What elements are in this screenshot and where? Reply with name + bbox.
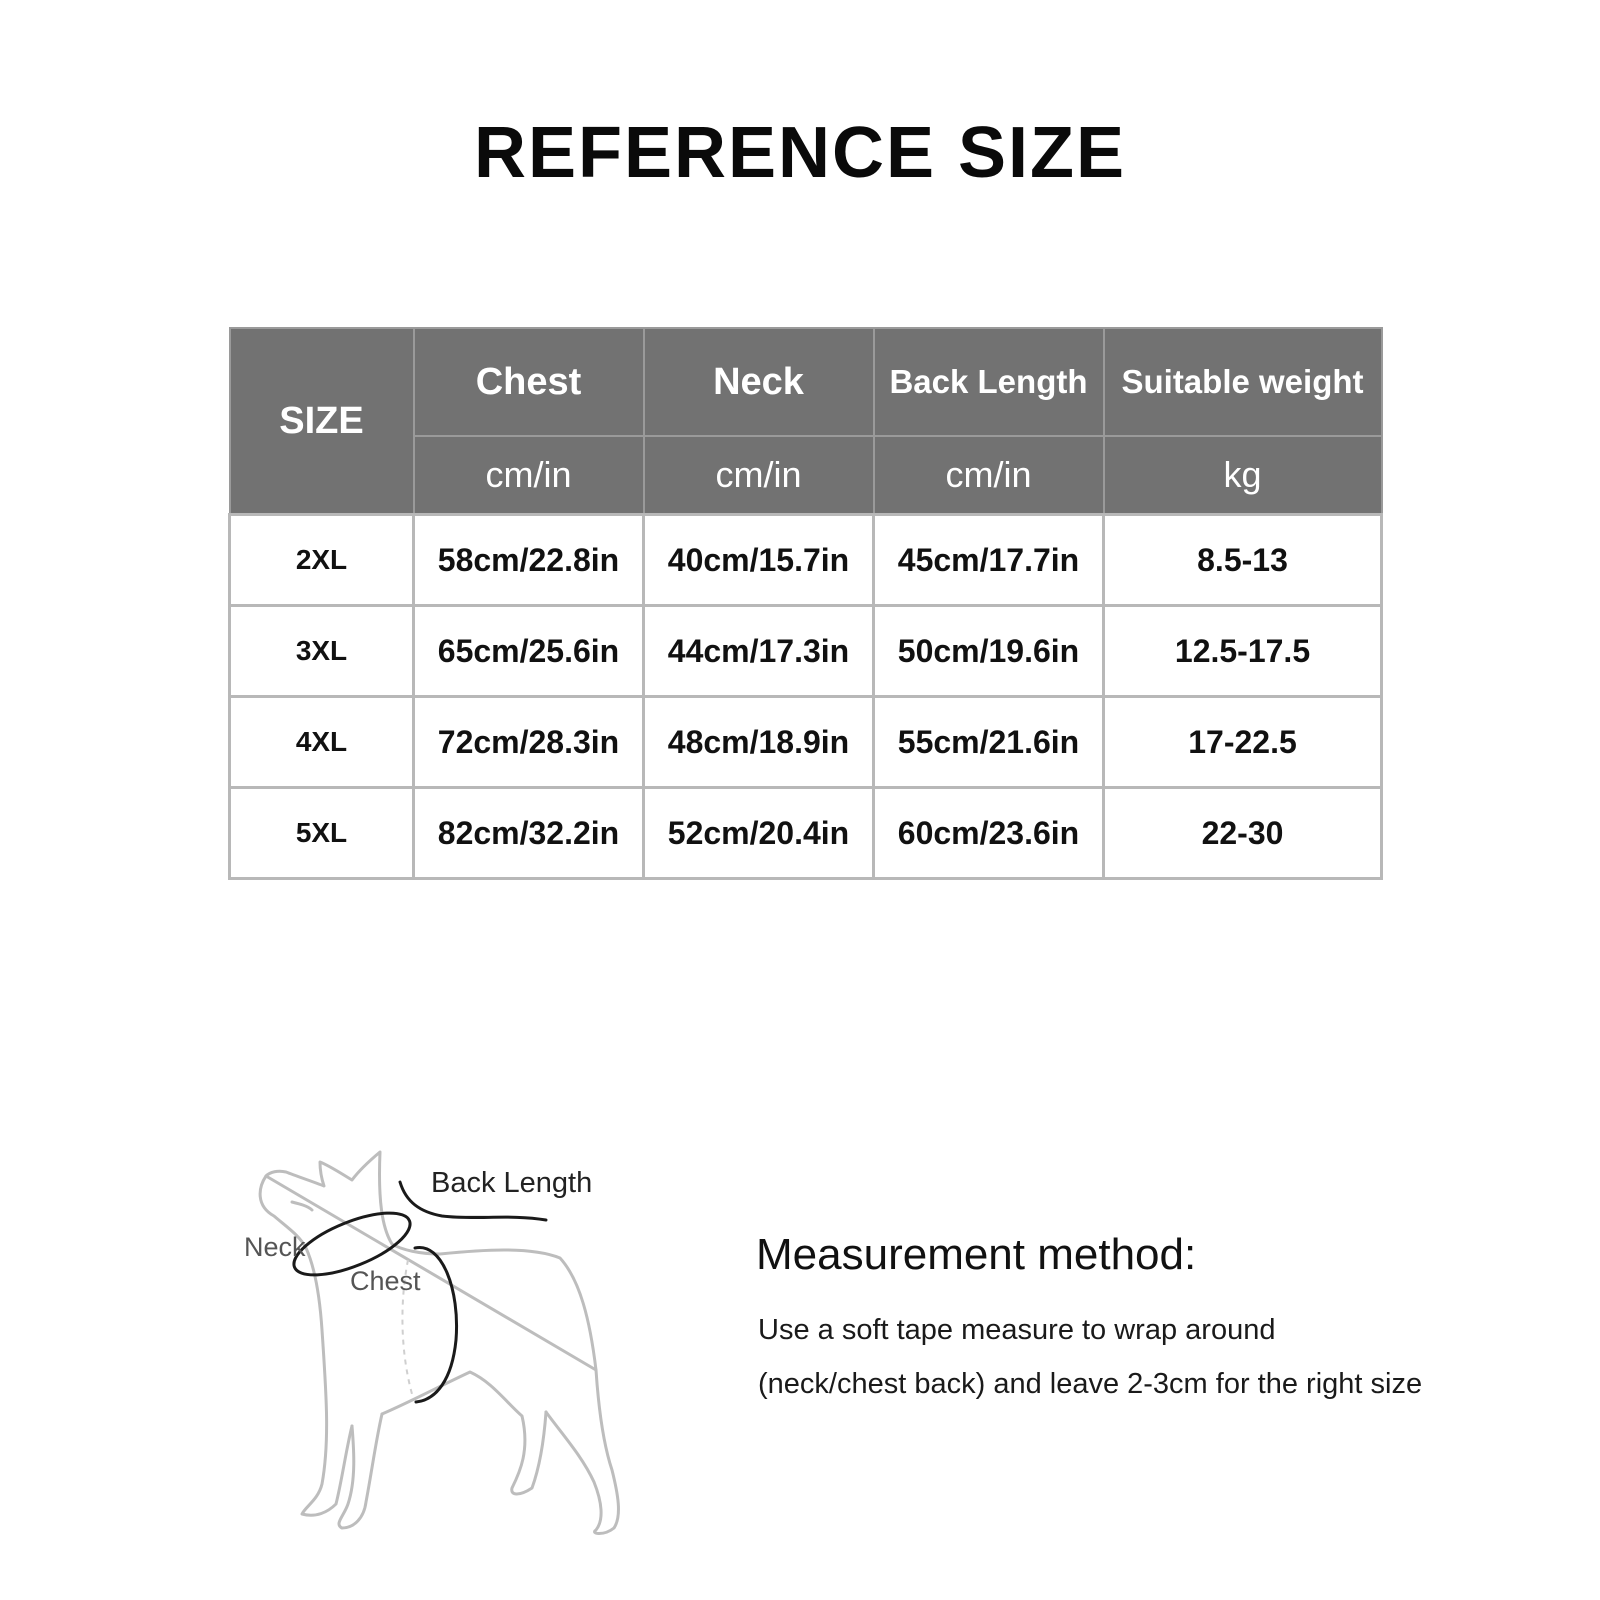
neck-cell: 40cm/15.7in [644,515,874,606]
size-cell: 2XL [230,515,414,606]
back-length-cell: 45cm/17.7in [874,515,1104,606]
back-length-cell: 50cm/19.6in [874,606,1104,697]
table-row [230,515,1382,606]
neck-cell: 44cm/17.3in [644,606,874,697]
neck-cell: 48cm/18.9in [644,697,874,788]
table-row [230,788,1382,879]
weight-unit: kg [1104,436,1382,515]
back-length-label: Back Length [431,1167,593,1199]
measurement-method-title: Measurement method: [756,1230,1197,1279]
method-line-1: Use a soft tape measure to wrap around [758,1314,1276,1346]
back-length-header: Back Length [874,328,1104,436]
table-row [230,606,1382,697]
weight-cell: 17-22.5 [1104,697,1382,788]
dog-outline-icon [260,1152,618,1534]
neck-header: Neck [644,328,874,436]
table-row [230,697,1382,788]
size-cell: 5XL [230,788,414,879]
dog-measurement-diagram [230,1150,690,1550]
neck-label: Neck [244,1232,306,1262]
page-title: REFERENCE SIZE [473,113,1127,193]
chest-label: Chest [350,1266,421,1296]
chest-cell: 65cm/25.6in [414,606,644,697]
size-header: SIZE [230,328,414,515]
weight-cell: 22-30 [1104,788,1382,879]
method-line-2: (neck/chest back) and leave 2-3cm for the right size [758,1368,1423,1400]
chest-cell: 72cm/28.3in [414,697,644,788]
chest-header: Chest [414,328,644,436]
weight-cell: 12.5-17.5 [1104,606,1382,697]
size-cell: 4XL [230,697,414,788]
chest-cell: 82cm/32.2in [414,788,644,879]
size-cell: 3XL [230,606,414,697]
neck-unit: cm/in [644,436,874,515]
back-length-cell: 60cm/23.6in [874,788,1104,879]
back-length-cell: 55cm/21.6in [874,697,1104,788]
chest-unit: cm/in [414,436,644,515]
measurement-method-text [758,1303,1422,1411]
back-length-unit: cm/in [874,436,1104,515]
suitable-weight-header: Suitable weight [1104,328,1382,436]
weight-cell: 8.5-13 [1104,515,1382,606]
chest-cell: 58cm/22.8in [414,515,644,606]
neck-cell: 52cm/20.4in [644,788,874,879]
size-table [228,327,1383,880]
